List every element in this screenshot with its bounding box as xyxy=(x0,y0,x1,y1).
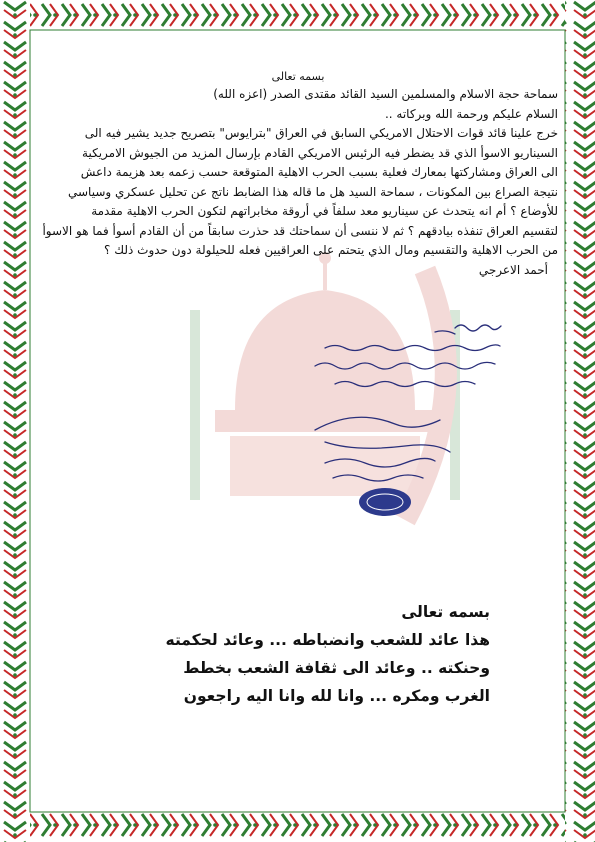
letter-paragraph-line: الى العراق ومشاركتها بمعارك فعلية بسبب الحرب الاهلية المتوقعة حسب زعمه بعد هزيمة داعش xyxy=(80,165,558,179)
letter-paragraph-line: نتيجة الصراع بين المكونات ، سماحة السيد هل ما قاله هذا الضابط ناتج عن تحليل عسكري وسياسي xyxy=(68,184,558,199)
letter-addressee: سماحة حجة الاسلام والمسلمين السيد القائد مقتدى الصدر (اعزه الله) xyxy=(213,87,558,101)
typed-reply xyxy=(50,598,490,710)
letter-greeting: السلام عليكم ورحمة الله وبركاته .. xyxy=(384,106,558,121)
letter-paragraph-line: خرج علينا قائد قوات الاحتلال الامريكي السابق في العراق "بترايوس" بتصريح جديد يشير فيه الى xyxy=(84,126,558,140)
reply-line: بسمه تعالى xyxy=(401,603,490,621)
reply-line: هذا عائد للشعب وانضباطه ... وعائد لحكمته xyxy=(165,631,490,649)
letter-basmala: بسمه تعالى xyxy=(271,70,325,83)
letter-author: أحمد الاعرجي xyxy=(478,262,548,277)
letter-body xyxy=(38,60,558,277)
letter-paragraph-line: لتقسيم العراق تنفذه بيادقهم ؟ ثم لا ننسى أن سماحتك قد حذرت سابقاً من أن القادم أسوأ فما هو الاسوأ xyxy=(42,223,558,238)
reply-line: الغرب ومكره ... وانا لله وانا اليه راجعون xyxy=(183,687,490,705)
letter-paragraph-line: السيناريو الاسوأ الذي قد يضطر فيه الرئيس الامريكي القادم بإرسال المزيد من الجيوش الامريكية xyxy=(82,145,558,160)
handwritten-reply-signature xyxy=(285,318,535,518)
reply-line: وحنكته .. وعائد الى ثقافة الشعب بخطط xyxy=(183,659,490,677)
letter-paragraph-line: للأوضاع ؟ أم انه يتحدث عن سيناريو معد سلفاً في أروقة مخابراتهم لتكون الحرب الاهلية مقدمة xyxy=(91,204,558,218)
letter-paragraph-line: من الحرب الاهلية والتقسيم ومال الذي يتحتم على العراقيين فعله للحيلولة دون حدوث ذلك ؟ xyxy=(104,243,558,257)
